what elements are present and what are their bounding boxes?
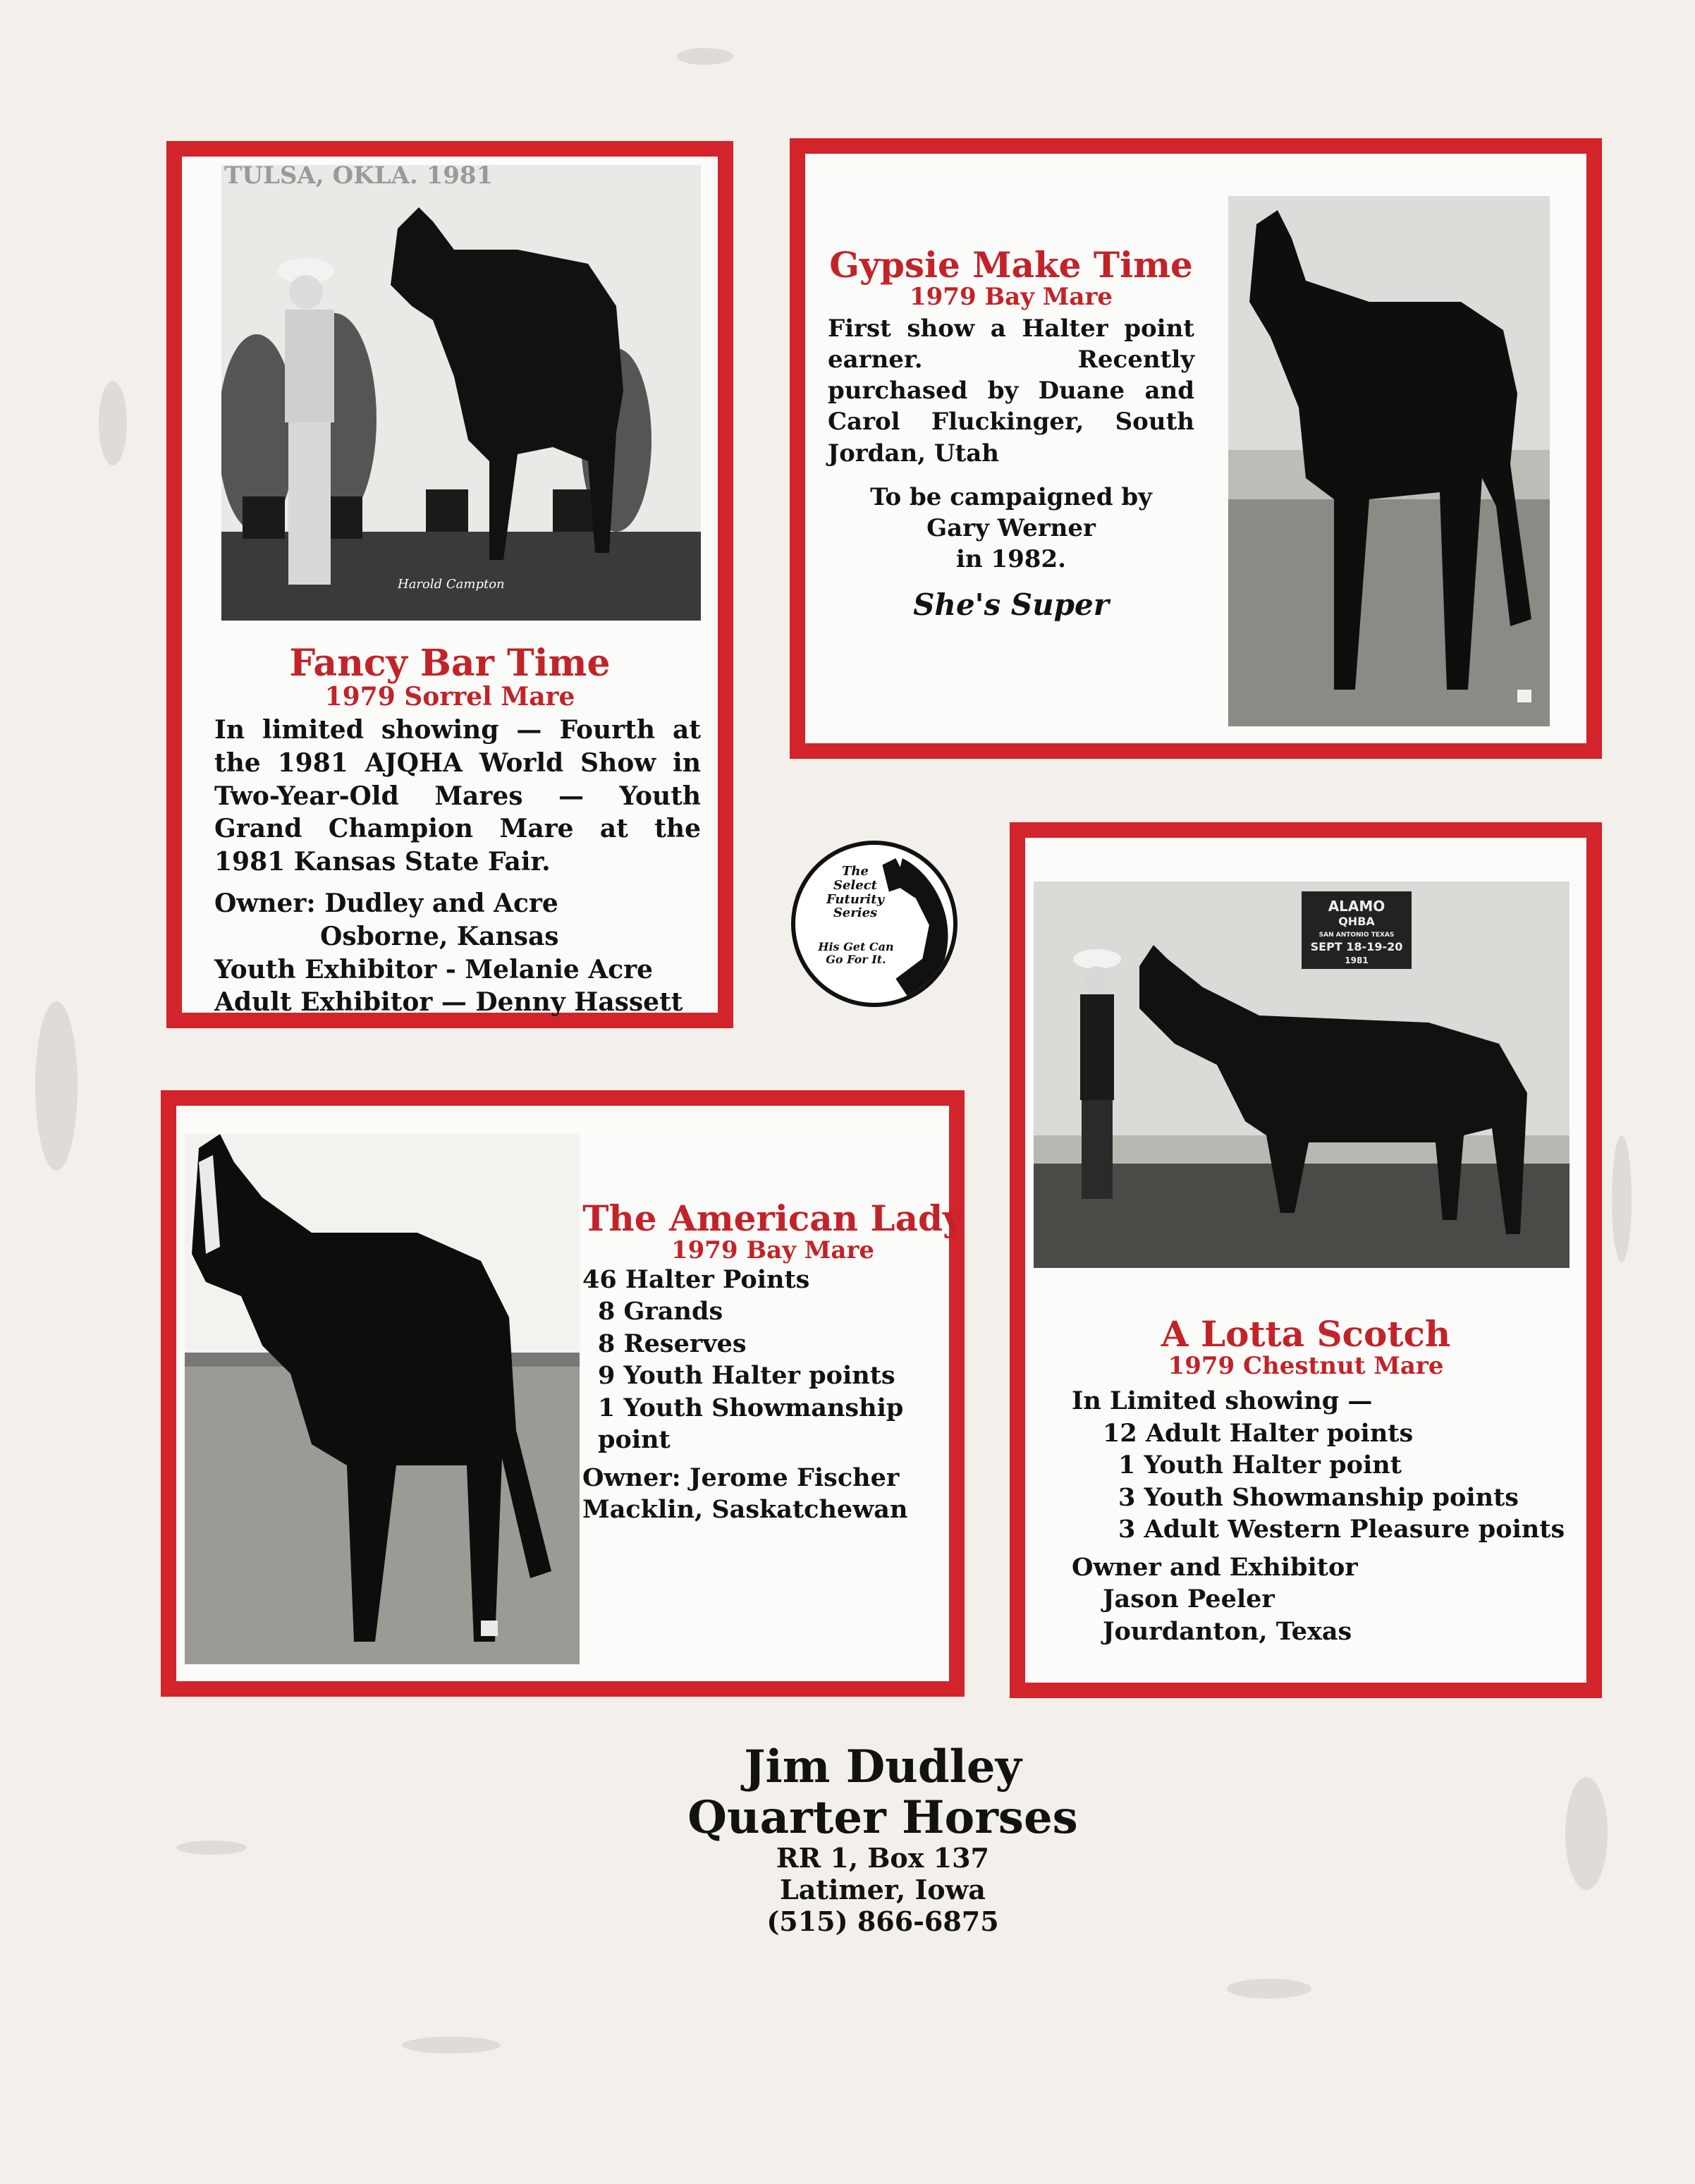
horse-subtitle: 1979 Chestnut Mare: [1168, 1351, 1444, 1380]
campaign-year: in 1982.: [956, 545, 1066, 574]
horse-photo: [1034, 881, 1569, 1268]
card-american-lady: [161, 1090, 965, 1697]
slogan: She's Super: [913, 587, 1109, 623]
horse-name: The American Lady: [582, 1197, 963, 1239]
youth-exhibitor: Youth Exhibitor - Melanie Acre: [214, 954, 654, 984]
farm-owner: Jim Dudley: [744, 1740, 1022, 1793]
horse-photo: [1228, 196, 1550, 726]
points-item: 8 Grands: [598, 1297, 723, 1326]
adult-exhibitor: Adult Exhibitor — Denny Hassett: [214, 987, 683, 1018]
logo-line: Series: [833, 905, 878, 921]
intro-line: In Limited showing —: [1072, 1386, 1373, 1415]
farm-city: Latimer, Iowa: [780, 1874, 986, 1906]
points-item: 1 Youth Halter point: [1118, 1451, 1402, 1480]
owner-line: Owner: Jerome Fischer: [582, 1463, 900, 1492]
logo-tagline: Go For It.: [826, 952, 886, 966]
farm-address: RR 1, Box 137: [776, 1842, 989, 1874]
horse-subtitle: 1979 Bay Mare: [671, 1236, 875, 1264]
card-fancy-bar-time: [166, 141, 733, 1028]
campaign-trainer: Gary Werner: [926, 514, 1096, 543]
horse-photo-graphic: [221, 165, 701, 621]
logo-tagline: His Get Can: [818, 940, 894, 953]
owner-name: Jason Peeler: [1103, 1585, 1275, 1613]
farm-name: Quarter Horses: [687, 1790, 1078, 1844]
banner-line: QHBA: [1338, 915, 1375, 928]
points-item: 3 Adult Western Pleasure points: [1118, 1515, 1565, 1544]
card-a-lotta-scotch: [1010, 822, 1602, 1698]
photo-banner: TULSA, OKLA. 1981: [224, 165, 494, 190]
horse-name: Fancy Bar Time: [289, 642, 611, 685]
logo-line: Select: [833, 877, 877, 893]
owner-city: Jourdanton, Texas: [1103, 1616, 1352, 1646]
owner-label: Owner and Exhibitor: [1072, 1552, 1358, 1582]
card-gypsie-make-time: [790, 138, 1602, 759]
points-item: 8 Reserves: [598, 1329, 747, 1358]
horse-photo: [185, 1134, 580, 1664]
points-item: 3 Youth Showmanship points: [1118, 1482, 1519, 1512]
horse-photo: [221, 165, 701, 621]
horse-name: A Lotta Scotch: [1161, 1313, 1451, 1355]
horse-description: In limited showing — Fourth at the 1981 AJQHA World Show in Two-Year-Old Mares — Youth Grand Champion Mare at the 1981 Kansas State Fair.: [214, 715, 701, 877]
points-item: 9 Youth Halter points: [598, 1361, 895, 1391]
horse-subtitle: 1979 Sorrel Mare: [324, 681, 575, 712]
farm-footer: [636, 1742, 1130, 1938]
campaign-line: To be campaigned by: [870, 482, 1152, 511]
horse-photo-graphic: [1228, 196, 1550, 726]
horse-photo-graphic: [1034, 881, 1569, 1268]
banner-line: 1981: [1345, 956, 1369, 965]
photo-credit: Harold Campton: [398, 577, 505, 592]
owner-city: Osborne, Kansas: [320, 921, 559, 951]
farm-phone: (515) 866-6875: [766, 1905, 999, 1937]
banner-line: ALAMO: [1328, 898, 1385, 915]
logo-line: Futurity: [826, 891, 885, 907]
owner-line: Owner: Dudley and Acre: [214, 888, 558, 918]
horse-subtitle: 1979 Bay Mare: [909, 282, 1113, 311]
select-futurity-logo: [791, 841, 957, 1007]
horse-name: Gypsie Make Time: [829, 244, 1193, 286]
points-item: 12 Adult Halter points: [1103, 1418, 1414, 1448]
horse-photo-graphic: [185, 1134, 580, 1664]
logo-line: The: [842, 864, 869, 879]
points-item: 1 Youth Showmanship point: [598, 1393, 904, 1455]
points-item: 46 Halter Points: [582, 1264, 810, 1294]
banner-line: SEPT 18-19-20: [1310, 940, 1403, 953]
banner-line: SAN ANTONIO TEXAS: [1318, 932, 1395, 939]
horse-description: First show a Halter point earner. Recently purchased by Duane and Carol Fluckinger, South Jordan, Utah: [828, 314, 1194, 468]
owner-city: Macklin, Saskatchewan: [582, 1495, 908, 1525]
